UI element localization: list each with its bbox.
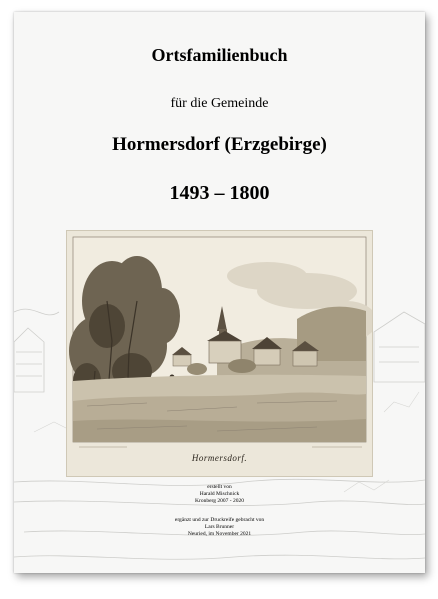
author-place-dates: Kronberg 2007 - 2020 — [195, 498, 244, 504]
book-cover — [14, 12, 425, 573]
village-landscape-drawing — [67, 231, 372, 476]
book-title: Ortsfamilienbuch — [151, 45, 288, 65]
editor-credit-line: ergänzt und zur Druckreife gebracht von — [174, 517, 265, 523]
place-name: Hormersdorf (Erzgebirge) — [112, 134, 327, 155]
editor-name: Lars Brunner — [204, 524, 235, 530]
editor-credits — [14, 517, 425, 538]
author-credits — [14, 484, 425, 505]
author-name: Harald Mischnick — [199, 491, 240, 497]
year-range: 1493 – 1800 — [169, 182, 270, 204]
author-credit-line: erstellt von — [207, 484, 232, 490]
illustration-caption: Hormersdorf. — [191, 453, 248, 463]
book-subtitle: für die Gemeinde — [170, 96, 269, 111]
lithograph-illustration — [66, 230, 373, 477]
editor-place-date: Neuried, im November 2021 — [187, 531, 252, 537]
